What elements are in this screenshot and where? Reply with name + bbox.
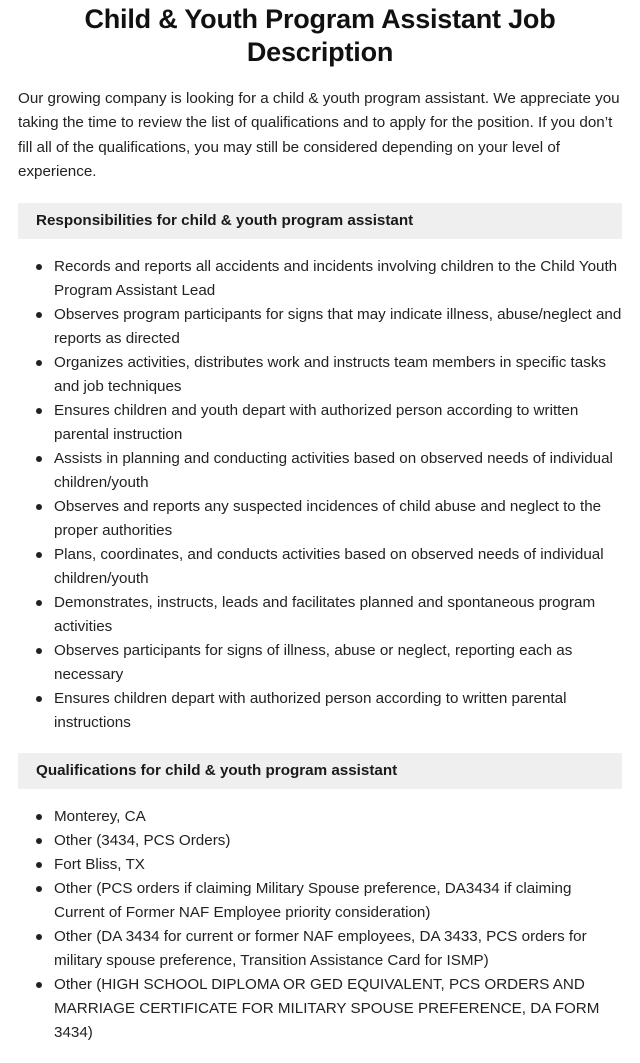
list-item	[18, 925, 622, 973]
bullet-icon	[36, 264, 42, 270]
list-item	[18, 973, 622, 1045]
list-item-text: Other (HIGH SCHOOL DIPLOMA OR GED EQUIVALENT, PCS ORDERS AND MARRIAGE CERTIFICATE FOR MILITARY SPOUSE PREFERENCE, DA FORM 3434)	[54, 975, 600, 1041]
responsibilities-header: Responsibilities for child & youth program assistant	[18, 203, 622, 239]
bullet-icon	[36, 934, 42, 940]
list-item-text: Plans, coordinates, and conducts activities based on observed needs of individual children/youth	[54, 545, 604, 587]
page-title: Child & Youth Program Assistant Job Description	[84, 4, 556, 67]
list-item	[18, 805, 622, 829]
bullet-icon	[36, 504, 42, 510]
list-item	[18, 829, 622, 853]
list-item-text: Assists in planning and conducting activities based on observed needs of individual children/youth	[54, 449, 613, 491]
list-item	[18, 495, 622, 543]
bullet-icon	[36, 360, 42, 366]
bullet-icon	[36, 862, 42, 868]
list-item-text: Fort Bliss, TX	[54, 855, 145, 873]
list-item-text: Observes program participants for signs that may indicate illness, abuse/neglect and reports as directed	[54, 305, 622, 347]
list-item	[18, 853, 622, 877]
list-item-text: Ensures children depart with authorized person according to written parental instructions	[54, 689, 567, 731]
bullet-icon	[36, 600, 42, 606]
list-item-text: Monterey, CA	[54, 807, 146, 825]
list-item-text: Other (3434, PCS Orders)	[54, 831, 231, 849]
list-item	[18, 447, 622, 495]
bullet-icon	[36, 696, 42, 702]
bullet-icon	[36, 552, 42, 558]
list-item	[18, 639, 622, 687]
list-item	[18, 877, 622, 925]
bullet-icon	[36, 312, 42, 318]
list-item-text: Other (PCS orders if claiming Military Spouse preference, DA3434 if claiming Current of Former NAF Employee priority consideration)	[54, 879, 572, 921]
bullet-icon	[36, 838, 42, 844]
list-item	[18, 255, 622, 303]
qualifications-list	[18, 805, 622, 1045]
list-item-text: Observes participants for signs of illness, abuse or neglect, reporting each as necessary	[54, 641, 573, 683]
intro-paragraph: Our growing company is looking for a child & youth program assistant. We appreciate you taking the time to review the list of qualifications and to apply for the position. If you don’t fill all of the qualifications, you may still be considered depending on your level of experience.	[18, 90, 620, 181]
bullet-icon	[36, 982, 42, 988]
bullet-icon	[36, 456, 42, 462]
qualifications-header: Qualifications for child & youth program assistant	[18, 753, 622, 789]
list-item-text: Observes and reports any suspected incidences of child abuse and neglect to the proper authorities	[54, 497, 602, 539]
list-item-text: Organizes activities, distributes work and instructs team members in specific tasks and job techniques	[54, 353, 607, 395]
list-item	[18, 591, 622, 639]
list-item	[18, 303, 622, 351]
bullet-icon	[36, 408, 42, 414]
list-item-text: Records and reports all accidents and incidents involving children to the Child Youth Program Assistant Lead	[54, 257, 618, 299]
list-item	[18, 351, 622, 399]
bullet-icon	[36, 814, 42, 820]
list-item	[18, 687, 622, 735]
list-item	[18, 543, 622, 591]
bullet-icon	[36, 886, 42, 892]
responsibilities-list	[18, 255, 622, 735]
bullet-icon	[36, 648, 42, 654]
list-item	[18, 399, 622, 447]
list-item-text: Demonstrates, instructs, leads and facilitates planned and spontaneous program activities	[54, 593, 596, 635]
list-item-text: Other (DA 3434 for current or former NAF employees, DA 3433, PCS orders for military spouse preference, Transition Assistance Card for ISMP)	[54, 927, 587, 969]
list-item-text: Ensures children and youth depart with authorized person according to written parental instruction	[54, 401, 579, 443]
